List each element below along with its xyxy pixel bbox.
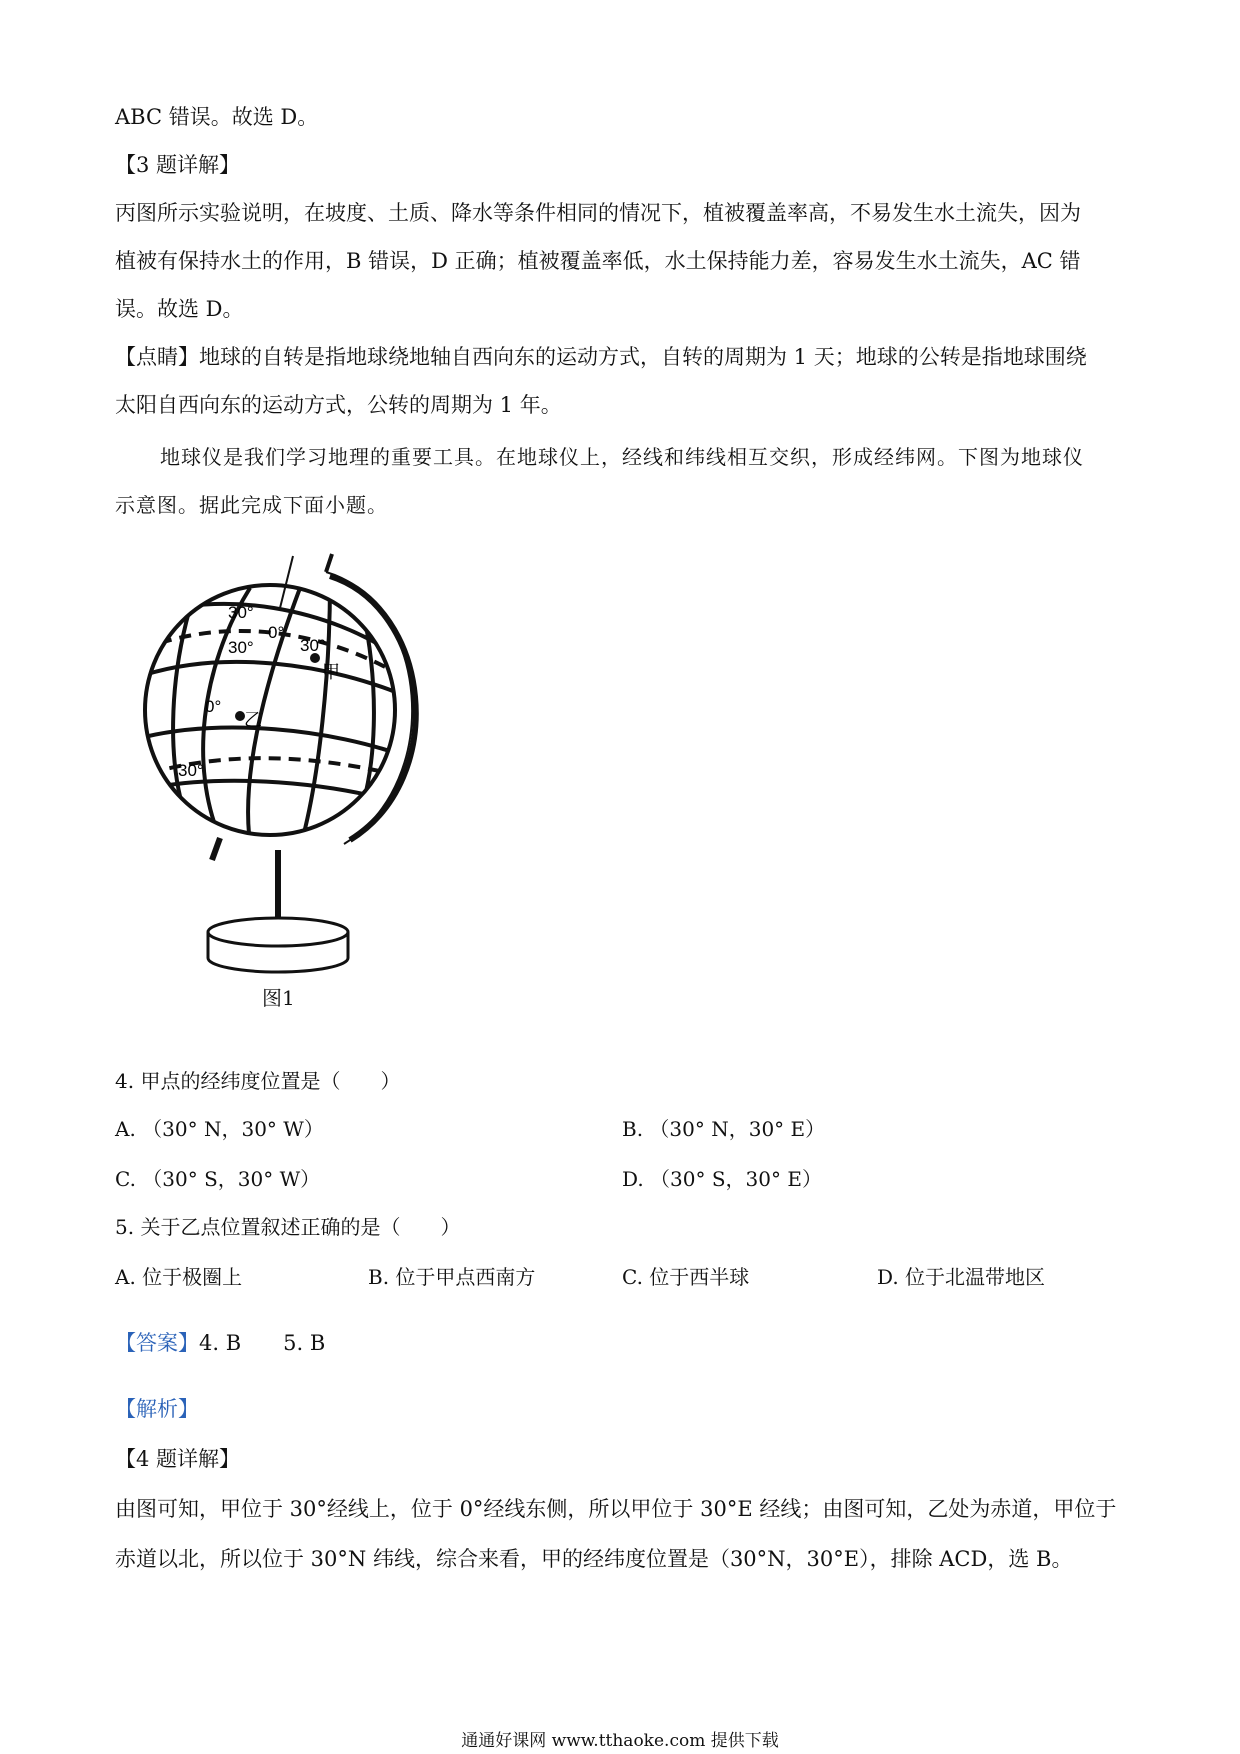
q5-option-b: B. 位于甲点西南方 (368, 1265, 536, 1289)
label-lon0-top: 0° (268, 623, 285, 642)
q4-option-b: B. （30° N，30° E） (622, 1117, 826, 1141)
q3-line-3: 误。故选 D。 (115, 297, 244, 321)
q4-option-c: C. （30° S，30° W） (115, 1167, 321, 1191)
label-lon30-top: 30° (300, 636, 326, 655)
dianjing-line-1: 【点睛】地球的自转是指地球绕地轴自西向东的运动方式，自转的周期为 1 天；地球的公转是指地球围绕 (115, 345, 1087, 369)
answer-text: 4. B 5. B (199, 1331, 326, 1355)
q4-detail-header: 【4 题详解】 (115, 1447, 241, 1471)
dianjing-line-2: 太阳自西向东的运动方式，公转的周期为 1 年。 (115, 393, 562, 417)
axis-bottom-pin (212, 838, 220, 860)
q4-stem: 4. 甲点的经纬度位置是（ ） (115, 1069, 401, 1093)
axis-top-pin (326, 554, 332, 572)
q4-detail-line-1: 由图可知，甲位于 30°经线上，位于 0°经线东侧，所以甲位于 30°E 经线；由图可知，乙处为赤道，甲位于 (115, 1497, 1117, 1521)
label-lat30-bottom: 30° (178, 761, 204, 780)
q3-detail-header: 【3 题详解】 (115, 153, 241, 177)
intro-line-2: 示意图。据此完成下面小题。 (115, 493, 388, 517)
label-lat30-top: 30° (228, 603, 254, 622)
q5-option-c: C. 位于西半球 (622, 1265, 750, 1289)
q5-option-d: D. 位于北温带地区 (877, 1265, 1046, 1289)
q3-line-1: 丙图所示实验说明，在坡度、土质、降水等条件相同的情况下，植被覆盖率高，不易发生水土流失，因为 (115, 201, 1081, 225)
figure-caption: 图1 (262, 986, 295, 1010)
stand-base-top (208, 918, 348, 946)
q5-option-a: A. 位于极圈上 (115, 1265, 243, 1289)
q4-detail-line-2: 赤道以北，所以位于 30°N 纬线，综合来看，甲的经纬度位置是（30°N，30°E），排除 ACD，选 B。 (115, 1547, 1073, 1571)
label-lat0: 0° (205, 697, 222, 716)
q5-stem: 5. 关于乙点位置叙述正确的是（ ） (115, 1215, 461, 1239)
globe-figure (130, 548, 440, 1018)
label-lat30-mid: 30° (228, 638, 254, 657)
globe-diagram (130, 548, 440, 988)
analysis-label: 【解析】 (115, 1397, 199, 1421)
label-yi: 乙 (244, 710, 262, 731)
q4-option-a: A. （30° N，30° W） (115, 1117, 324, 1141)
footer-credit: 通通好课网 www.tthaoke.com 提供下载 (461, 1731, 779, 1751)
intro-line-1: 地球仪是我们学习地理的重要工具。在地球仪上，经线和纬线相互交织，形成经纬网。下图为地球仪 (160, 445, 1084, 469)
label-jia: 甲 (322, 662, 340, 683)
answer-label: 【答案】 (115, 1331, 199, 1355)
q3-line-2: 植被有保持水土的作用，B 错误，D 正确；植被覆盖率低，水土保持能力差，容易发生水土流失，AC 错 (115, 249, 1081, 273)
answer-row (115, 1328, 325, 1358)
q4-option-d: D. （30° S，30° E） (622, 1167, 822, 1191)
prev-answer-tail: ABC 错误。故选 D。 (115, 105, 319, 129)
